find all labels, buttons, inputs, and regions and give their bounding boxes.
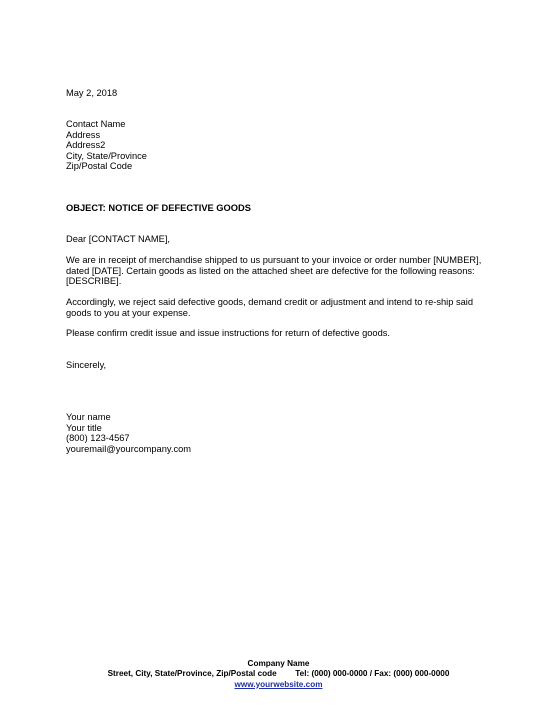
letter-closing: Sincerely,	[66, 360, 107, 370]
signature-line: (800) 123-4567	[66, 433, 130, 444]
recipient-line: Address	[66, 129, 101, 140]
signature-line: youremail@yourcompany.com	[66, 443, 192, 454]
recipient-line: Address2	[66, 140, 106, 151]
footer-contact: Tel: (000) 000-0000 / Fax: (000) 000-0000	[295, 669, 450, 679]
letter-subject: OBJECT: NOTICE OF DEFECTIVE GOODS	[66, 203, 251, 213]
recipient-line: Contact Name	[66, 119, 126, 129]
body-paragraph: Please confirm credit issue and issue instructions for return of defective goods.	[66, 328, 391, 338]
footer-address-line	[0, 669, 557, 679]
footer-address: Street, City, State/Province, Zip/Postal code	[107, 669, 277, 679]
footer-website-link[interactable]: www.yourwebsite.com	[234, 679, 323, 689]
letter-salutation: Dear [CONTACT NAME],	[66, 234, 170, 244]
recipient-address	[66, 119, 498, 172]
footer-company-name: Company Name	[247, 659, 310, 668]
signature-line: Your title	[66, 422, 102, 433]
recipient-line: Zip/Postal Code	[66, 161, 133, 172]
recipient-line: City, State/Province	[66, 150, 147, 161]
letter-date: May 2, 2018	[66, 88, 118, 98]
body-paragraph: Accordingly, we reject said defective goods, demand credit or adjustment and intend to re-ship said goods to you at your expense.	[66, 297, 476, 318]
signature-block	[66, 412, 498, 454]
body-paragraph: We are in receipt of merchandise shipped to us pursuant to your invoice or order number [NUMBER], dated [DATE]. Certain goods as listed on the attached sheet are defective for the following reasons: [DESCRIBE].	[66, 255, 484, 287]
letterhead-footer	[0, 659, 557, 690]
signature-line: Your name	[66, 412, 111, 422]
